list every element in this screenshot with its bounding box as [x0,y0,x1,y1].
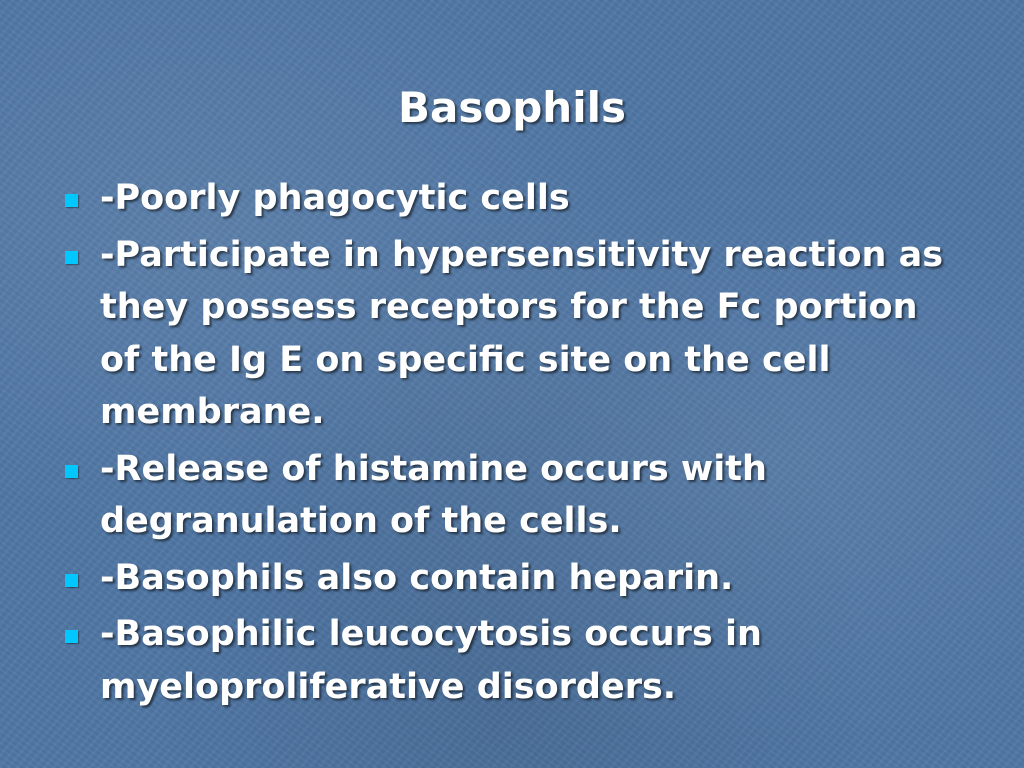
bullet-text: -Participate in hypersensitivity reaction as they possess receptors for the Fc portion of the Ig E on specific site on the cell membrane. [100,234,944,432]
bullet-item [58,552,958,605]
bullet-text: -Basophilic leucocytosis occurs in myeloproliferative disorders. [100,614,762,707]
bullet-text: -Release of histamine occurs with degranulation of the cells. [100,448,767,541]
bullet-text: -Poorly phagocytic cells [100,178,570,218]
bullet-text: -Basophils also contain heparin. [100,557,734,598]
bullet-item [58,172,958,225]
square-bullet-icon [65,465,78,478]
bullet-item [58,608,958,713]
bullet-list [58,172,958,717]
square-bullet-icon [65,630,78,643]
square-bullet-icon [65,194,78,207]
square-bullet-icon [65,251,78,264]
slide-title: Basophils [398,83,626,132]
bullet-item [58,443,958,548]
square-bullet-icon [65,574,78,587]
bullet-item [58,229,958,439]
